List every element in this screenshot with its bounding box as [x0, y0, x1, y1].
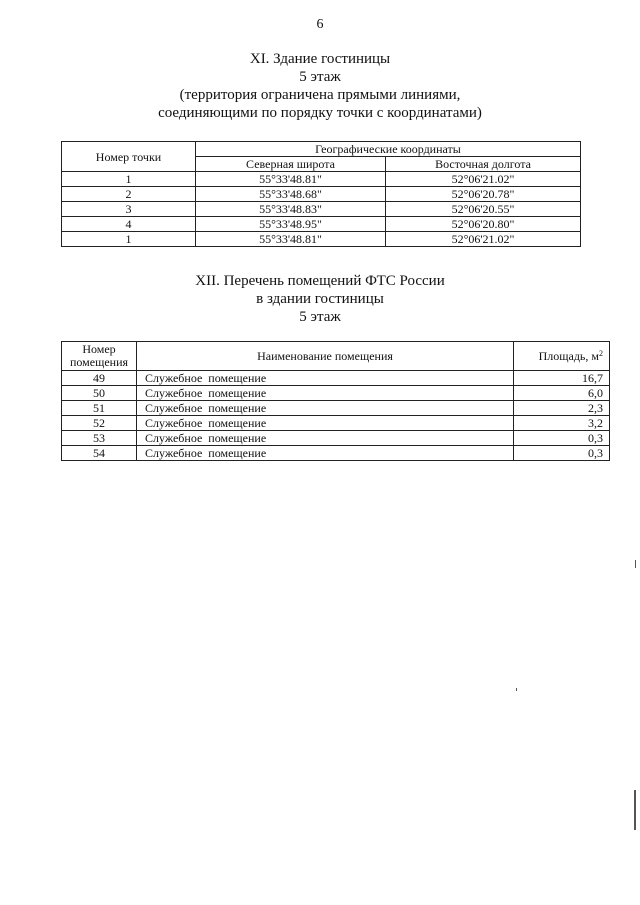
- header-point-number: Номер точки: [62, 142, 196, 172]
- section-11-note-line1: (территория ограничена прямыми линиями,: [179, 87, 461, 103]
- section-11-note-line2: соединяющими по порядку точки с координатами): [158, 105, 482, 121]
- header-room-number-line2: помещения: [69, 355, 129, 369]
- point-number: 2: [62, 187, 196, 202]
- table-row: [62, 217, 581, 232]
- point-number: 4: [62, 217, 196, 232]
- header-room-area: [514, 342, 610, 371]
- room-name: Служебное помещение: [137, 386, 514, 401]
- longitude-value: 52°06'20.80": [386, 217, 581, 232]
- header-room-number-line1: Номер: [82, 342, 116, 356]
- section-12-subtitle: в здании гостиницы: [256, 291, 384, 307]
- header-room-name: Наименование помещения: [137, 342, 514, 371]
- header-room-area-label: Площадь, м: [538, 348, 599, 363]
- table-row: [62, 187, 581, 202]
- room-number: 54: [62, 446, 137, 461]
- room-area: 0,3: [514, 431, 610, 446]
- point-number: 1: [62, 172, 196, 187]
- room-area: 16,7: [514, 371, 610, 386]
- room-area: 2,3: [514, 401, 610, 416]
- scan-artifact: [635, 560, 636, 568]
- section-12-title: XII. Перечень помещений ФТС России: [195, 273, 445, 289]
- table-row: [62, 386, 610, 401]
- table-row: [62, 446, 610, 461]
- coordinates-table: [61, 141, 581, 247]
- latitude-value: 55°33'48.81": [196, 232, 386, 247]
- room-area: 3,2: [514, 416, 610, 431]
- table-row: [62, 202, 581, 217]
- section-11-heading: [0, 50, 640, 122]
- room-name: Служебное помещение: [137, 371, 514, 386]
- section-11-floor: 5 этаж: [299, 69, 341, 85]
- scan-artifact: [516, 688, 517, 691]
- point-number: 1: [62, 232, 196, 247]
- latitude-value: 55°33'48.68": [196, 187, 386, 202]
- header-longitude: Восточная долгота: [386, 157, 581, 172]
- table-row: [62, 232, 581, 247]
- table-row: [62, 371, 610, 386]
- section-11-title: XI. Здание гостиницы: [249, 51, 391, 67]
- longitude-value: 52°06'20.78": [386, 187, 581, 202]
- header-room-area-sup: 2: [599, 348, 603, 358]
- latitude-value: 55°33'48.81": [196, 172, 386, 187]
- table-row: [62, 172, 581, 187]
- room-number: 49: [62, 371, 137, 386]
- longitude-value: 52°06'21.02": [386, 232, 581, 247]
- latitude-value: 55°33'48.83": [196, 202, 386, 217]
- header-geo-coordinates: Географические координаты: [196, 142, 581, 157]
- table-row: [62, 416, 610, 431]
- longitude-value: 52°06'21.02": [386, 172, 581, 187]
- section-12-floor: 5 этаж: [299, 309, 341, 325]
- table-row: [62, 431, 610, 446]
- room-area: 6,0: [514, 386, 610, 401]
- rooms-table: [61, 341, 610, 461]
- room-area: 0,3: [514, 446, 610, 461]
- latitude-value: 55°33'48.95": [196, 217, 386, 232]
- table-row: [62, 401, 610, 416]
- room-number: 53: [62, 431, 137, 446]
- room-number: 52: [62, 416, 137, 431]
- header-latitude: Северная широта: [196, 157, 386, 172]
- room-name: Служебное помещение: [137, 416, 514, 431]
- room-number: 51: [62, 401, 137, 416]
- page-number: 6: [316, 17, 324, 32]
- room-number: 50: [62, 386, 137, 401]
- room-name: Служебное помещение: [137, 401, 514, 416]
- header-room-number: [62, 342, 137, 371]
- room-name: Служебное помещение: [137, 446, 514, 461]
- section-12-heading: [0, 272, 640, 326]
- room-name: Служебное помещение: [137, 431, 514, 446]
- longitude-value: 52°06'20.55": [386, 202, 581, 217]
- scan-artifact: [634, 790, 636, 830]
- point-number: 3: [62, 202, 196, 217]
